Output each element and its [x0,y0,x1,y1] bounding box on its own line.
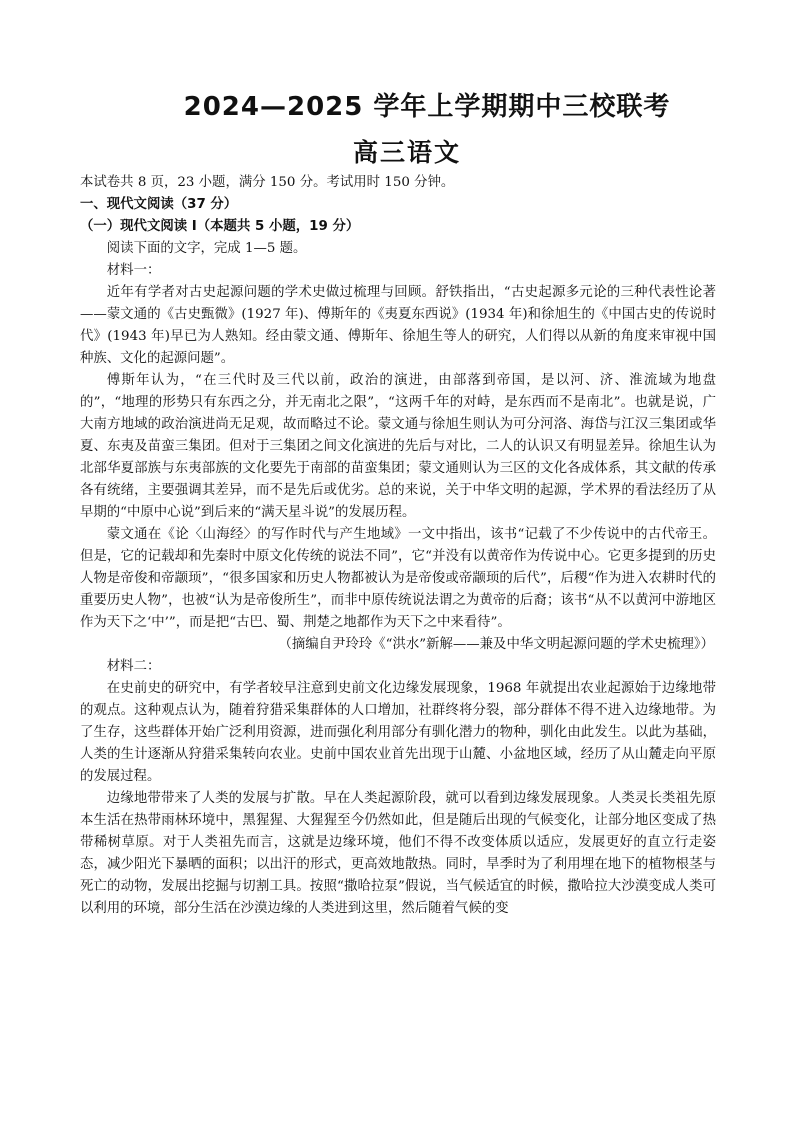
exam-info: 本试卷共 8 页，23 小题，满分 150 分。考试用时 150 分钟。 [80,175,455,190]
exam-subject: 高三语文 [352,138,461,167]
material1-paragraph-3: 蒙文通在《论〈山海经〉的写作时代与产生地域》一文中指出，该书“记载了不少传说中的古代帝王。但是，它的记载却和先秦时中原文化传统的说法不同”，它“并没有以黄帝作为传说中心。它更多提到的历史人物是帝俊和帝颛顼”，“很多国家和历史人物都被认为是帝俊或帝颛顼的后代”，后稷“作为进入农耕时代的重要历史人物”，也被“认为是帝俊所生”，而非中原传统说法谓之为黄帝的后裔；该书“从不以黄河中游地区作为天下之‘中’”，而是把“古巴、蜀、荆楚之地都作为天下之中来看待”。 [80,527,716,630]
material2-label: 材料二： [106,659,161,674]
material1-paragraph-2: 傅斯年认为，“在三代时及三代以前，政治的演进，由部落到帝国，是以河、济、淮流域为地盘的”，“地理的形势只有东西之分，并无南北之限”，“这两千年的对峙，是东西而不是南北”。也就是说，广大南方地域的政治演进尚无足观，故而略过不论。蒙文通与徐旭生则认为可分河洛、海岱与江汉三集团或华夏、东夷及苗蛮三集团。但对于三集团之间文化演进的先后与对比，二人的认识又有明显差异。徐旭生认为北部华夏部族与东夷部族的文化要先于南部的苗蛮集团；蒙文通则认为三区的文化各成体系，其文献的传承各有统绪，主要强调其差异，而不是先后或优劣。总的来说，关于中华文明的起源，学术界的看法经历了从早期的“中原中心说”到后来的“满天星斗说”的发展历程。 [80,373,716,520]
exam-title: 2024—2025 学年上学期期中三校联考 [183,92,671,122]
material1-paragraph-1: 近年有学者对古史起源问题的学术史做过梳理与回顾。舒铁指出，“古史起源多元论的三种代表性论著——蒙文通的《古史甄微》(1927 年)、傅斯年的《夷夏东西说》(1934 年)和徐旭生的《中国古史的传说时代》(1943 年)早已为人熟知。经由蒙文通、傅斯年、徐旭生等人的研究，人们得以从新的角度来审视中国种族、文化的起源问题”。 [80,285,716,366]
instruction: 阅读下面的文字，完成 1—5 题。 [106,241,307,256]
material1-source: （摘编自尹玲玲《“洪水”新解——兼及中华文明起源问题的学术史梳理》） [278,637,714,652]
exam-body [80,172,716,920]
material2-paragraph-1: 在史前史的研究中，有学者较早注意到史前文化边缘发展现象，1968 年就提出农业起源始于边缘地带的观点。这种观点认为，随着狩猎采集群体的人口增加，社群终将分裂，部分群体不得不进入边缘地带。为了生存，这些群体开始广泛利用资源，进而强化利用部分有驯化潜力的物种，驯化由此发生。以此为基础，人类的生计逐渐从狩猎采集转向农业。史前中国农业首先出现于山麓、小盆地区域，经历了从山麓走向平原的发展过程。 [80,681,716,784]
subsection-heading: （一）现代文阅读 I（本题共 5 小题，19 分） [80,219,360,234]
material1-label: 材料一： [106,263,161,278]
material2-paragraph-2: 边缘地带带来了人类的发展与扩散。早在人类起源阶段，就可以看到边缘发展现象。人类灵长类祖先原本生活在热带雨林环境中，黑猩猩、大猩猩至今仍然如此，但是随后出现的气候变化，让部分地区变成了热带稀树草原。对于人类祖先而言，这就是边缘环境，他们不得不改变体质以适应，发展更好的直立行走姿态，减少阳光下暴晒的面积；以出汗的形式，更高效地散热。同时，旱季时为了利用埋在地下的植物根茎与死亡的动物，发展出挖掘与切割工具。按照“撒哈拉泵”假说，当气候适宜的时候，撒哈拉大沙漠变成人类可以利用的环境，部分生活在沙漠边缘的人类进到这里，然后随着气候的变 [80,791,716,916]
section-heading: 一、现代文阅读（37 分） [80,197,238,212]
